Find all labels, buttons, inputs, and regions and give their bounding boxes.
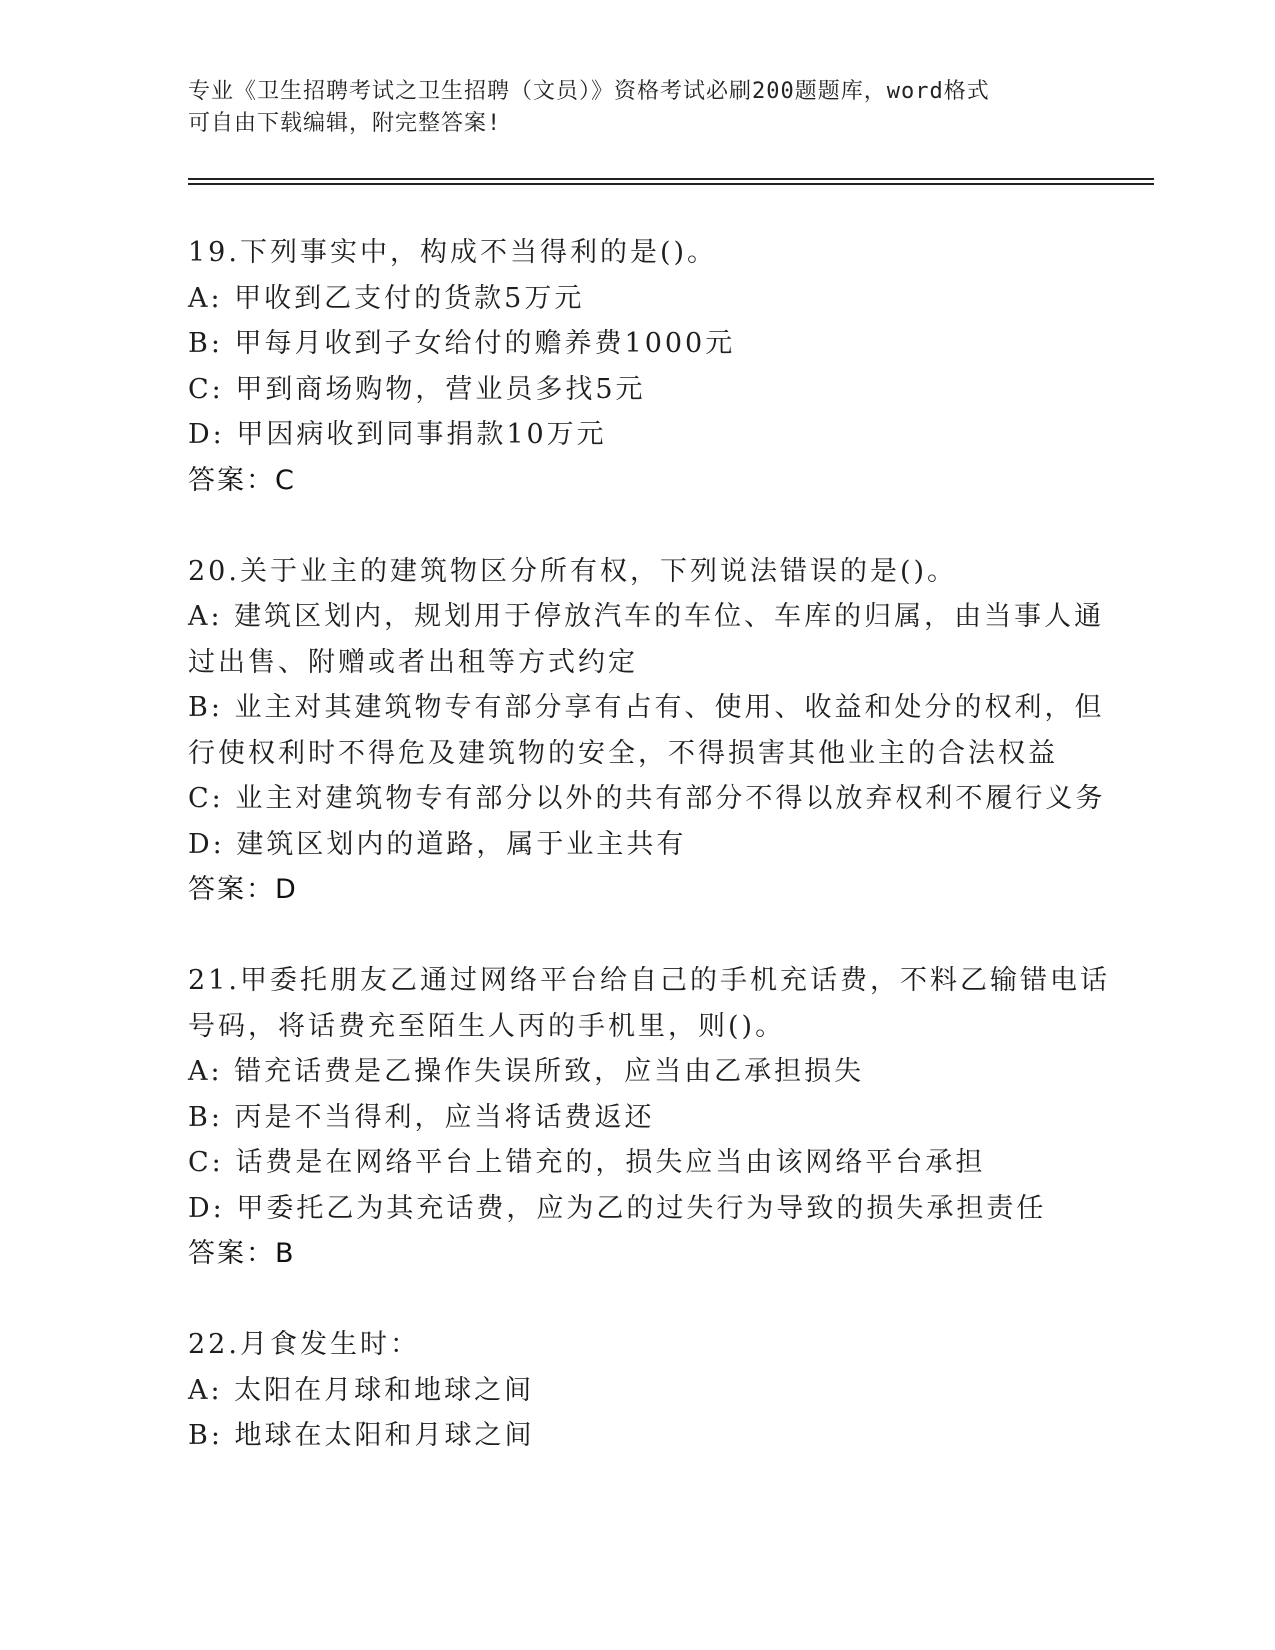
question-stem: 22.月食发生时：: [188, 1329, 420, 1360]
answer-option: C: 甲到商场购物，营业员多找5元: [188, 373, 646, 405]
header-line-1: 专业《卫生招聘考试之卫生招聘（文员）》资格考试必刷200题题库，word格式: [188, 79, 990, 104]
answer-option: A: 建筑区划内，规划用于停放汽车的车位、车库的归属，由当事人通: [188, 601, 1105, 632]
header-line-2: 可自由下载编辑，附完整答案!: [188, 111, 502, 136]
question-list: [188, 230, 1110, 1459]
question-block: [188, 230, 1088, 503]
answer-option: A: 甲收到乙支付的货款5万元: [188, 282, 585, 314]
answer-option: C: 业主对建筑物专有部分以外的共有部分不得以放弃权利不履行义务: [188, 783, 1106, 814]
question-spacer: [188, 913, 1088, 959]
answer-key: 答案：B: [188, 1238, 296, 1269]
question-stem: 20.关于业主的建筑物区分所有权，下列说法错误的是()。: [188, 555, 958, 587]
question-spacer: [188, 1277, 1088, 1323]
answer-option: B: 甲每月收到子女给付的赡养费1000元: [188, 328, 736, 359]
answer-option: D: 甲因病收到同事捐款10万元: [188, 419, 607, 450]
header-divider-top: [188, 178, 1154, 180]
question-stem: 号码，将话费充至陌生人丙的手机里，则()。: [188, 1010, 786, 1042]
header-divider-bottom: [188, 183, 1154, 185]
question-block: [188, 958, 1110, 1277]
answer-option: D: 建筑区划内的道路，属于业主共有: [188, 828, 687, 860]
question-block: [188, 1322, 1088, 1459]
question-block: [188, 549, 1106, 913]
answer-option: D: 甲委托乙为其充话费，应为乙的过失行为导致的损失承担责任: [188, 1192, 1047, 1224]
question-stem: 21.甲委托朋友乙通过网络平台给自己的手机充话费，不料乙输错电话: [188, 965, 1110, 996]
answer-option: A: 错充话费是乙操作失误所致，应当由乙承担损失: [188, 1056, 865, 1087]
answer-option: 行使权利时不得危及建筑物的安全，不得损害其他业主的合法权益: [188, 737, 1058, 769]
answer-option: C: 话费是在网络平台上错充的，损失应当由该网络平台承担: [188, 1147, 986, 1178]
answer-key: 答案：D: [188, 874, 298, 905]
answer-option: B: 地球在太阳和月球之间: [188, 1420, 535, 1451]
answer-option: 过出售、附赠或者出租等方式约定: [188, 646, 638, 678]
answer-key: 答案：C: [188, 464, 296, 496]
answer-option: A: 太阳在月球和地球之间: [188, 1374, 535, 1406]
answer-option: B: 丙是不当得利，应当将话费返还: [188, 1101, 655, 1133]
answer-option: B: 业主对其建筑物专有部分享有占有、使用、收益和处分的权利，但: [188, 692, 1105, 723]
question-spacer: [188, 503, 1088, 549]
question-stem: 19.下列事实中，构成不当得利的是()。: [188, 237, 718, 268]
document-header: [188, 76, 1088, 140]
